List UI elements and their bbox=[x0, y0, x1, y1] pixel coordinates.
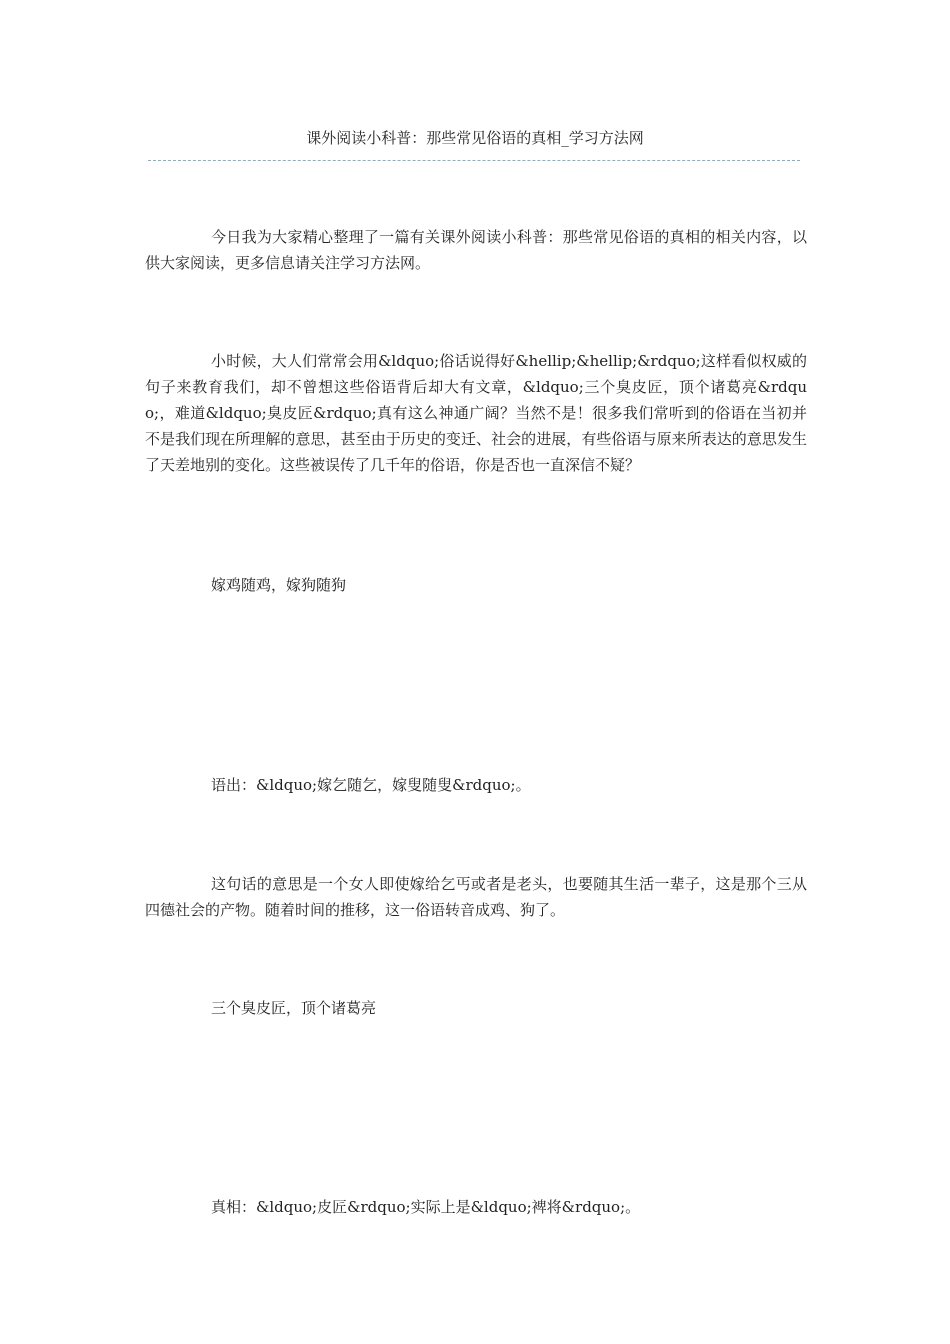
saying-1-explanation: 这句话的意思是一个女人即使嫁给乞丐或者是老头，也要随其生活一辈子，这是那个三从四德社会的产物。随着时间的推移，这一俗语转音成鸡、狗了。 bbox=[145, 875, 807, 919]
title-divider bbox=[148, 160, 800, 161]
document-title: 课外阅读小科普：那些常见俗语的真相_学习方法网 bbox=[306, 129, 644, 147]
body-paragraph-1: 小时候，大人们常常会用&ldquo;俗话说得好&hellip;&hellip;&rdquo;这样看似权威的句子来教育我们，却不曾想这些俗语背后却大有文章，&ldquo;三个臭皮匠，顶个诸葛亮&rdquo;，难道&ldquo;臭皮匠&rdquo;真有这么神通广阔？当然不是！很多我们常听到的俗语在当初并不是我们现在所理解的意思，甚至由于历史的变迁、社会的进展，有些俗语与原来所表达的意思发生了天差地别的变化。这些被误传了几千年的俗语，你是否也一直深信不疑？ bbox=[145, 352, 807, 474]
saying-1-origin: 语出：&ldquo;嫁乞随乞，嫁叟随叟&rdquo;。 bbox=[211, 776, 531, 794]
saying-1-heading: 嫁鸡随鸡，嫁狗随狗 bbox=[211, 576, 347, 594]
saying-2-heading: 三个臭皮匠，顶个诸葛亮 bbox=[211, 999, 377, 1017]
intro-paragraph: 今日我为大家精心整理了一篇有关课外阅读小科普：那些常见俗语的真相的相关内容，以供大家阅读，更多信息请关注学习方法网。 bbox=[145, 228, 807, 272]
saying-2-truth: 真相：&ldquo;皮匠&rdquo;实际上是&ldquo;裨将&rdquo;。 bbox=[211, 1198, 641, 1216]
